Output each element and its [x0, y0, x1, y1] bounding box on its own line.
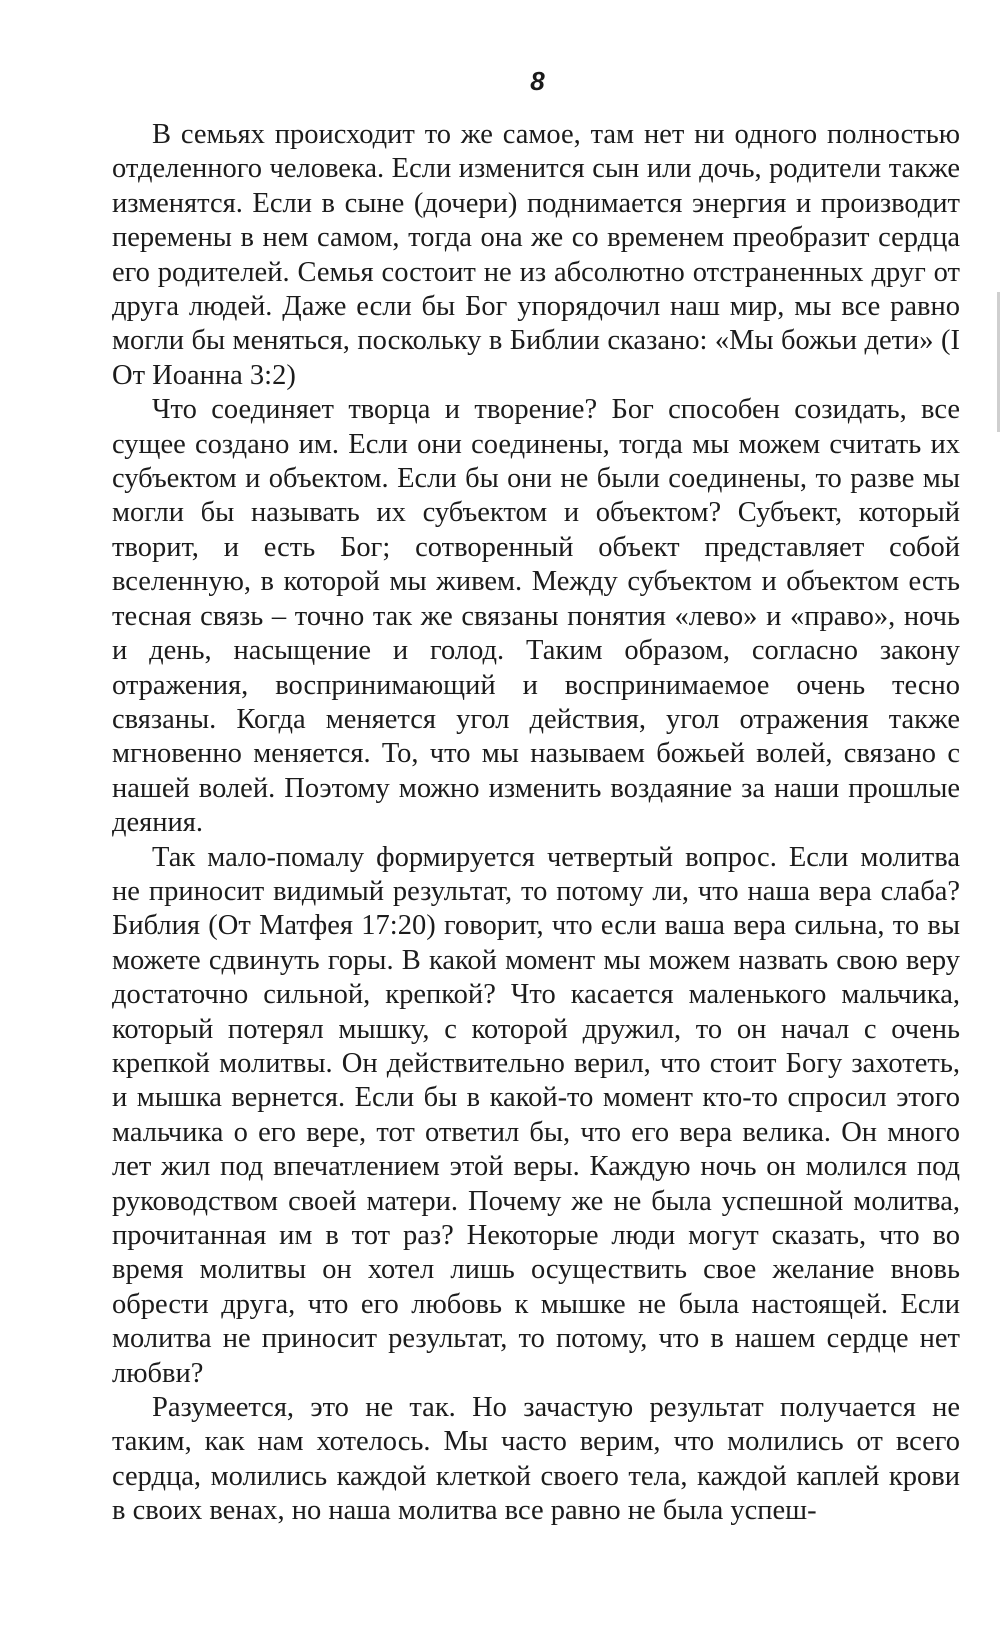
paragraph-creator-creation: Что соединяет творца и творение? Бог способен созидать, все сущее создано им. Если они соединены, тогда мы можем считать их субъектом и объектом. Если бы они не были соединены, то разве мы могли бы называть их субъектом и объектом? Субъект, который творит, и есть Бог; сотворенный объект представляет собой вселенную, в которой мы живем. Между субъектом и объектом есть тесная связь – точно так же связаны понятия «лево» и «право», ночь и день, насыщение и голод. Таким образом, согласно закону отражения, воспринимающий и воспринимаемое очень тесно связаны. Когда меняется угол действия, угол отражения также мгновенно меняется. То, что мы называем божьей волей, связано с нашей волей. Поэтому можно изменить воздаяние за наши прошлые деяния.	[112, 394, 960, 839]
page-text-body	[112, 118, 960, 1529]
paragraph-fourth-question: Так мало-помалу формируется четвертый вопрос. Если молитва не приносит видимый результат, то потому ли, что наша вера слаба? Библия (От Матфея 17:20) говорит, что если ваша вера сильна, то вы можете сдвинуть горы. В какой момент мы можем назвать свою веру достаточно сильной, крепкой? Что касается маленького мальчика, который потерял мышку, с которой дружил, то он начал с очень крепкой молитвы. Он действительно верил, что стоит Богу захотеть, и мышка вернется. Если бы в какой-то момент кто-то спросил этого мальчика о его вере, тот ответил бы, что его вера велика. Он много лет жил под впечатлением этой веры. Каждую ночь он молился под руководством своей матери. Почему же не была успешной молитва, прочитанная им в тот раз? Некоторые люди могут сказать, что во время молитвы он хотел лишь осуществить свое желание вновь обрести друга, что его любовь к мышке не была настоящей. Если молитва не приносит результат, то потому, что в нашем сердце нет любви?	[112, 841, 960, 1389]
page-number: 8	[530, 66, 545, 96]
paragraph-family-change: В семьях происходит то же самое, там нет ни одного полностью отделенного человека. Если изменится сын или дочь, родители также изменятся. Если в сыне (дочери) поднимается энергия и производит перемены в нем самом, тогда она же со временем преобразит сердца его родителей. Семья состоит не из абсолютно отстраненных друг от друга людей. Даже если бы Бог упорядочил наш мир, мы все равно могли бы меняться, поскольку в Библии сказано: «Мы божьи дети» (I От Иоанна 3:2)	[112, 119, 960, 391]
paragraph-result-not-as-wished: Разумеется, это не так. Но зачастую результат получается не таким, как нам хотелось. Мы часто верим, что молились от всего сердца, молились каждой клеткой своего тела, каждой каплей крови в своих венах, но наша молитва все равно не была успеш-	[112, 1392, 960, 1527]
